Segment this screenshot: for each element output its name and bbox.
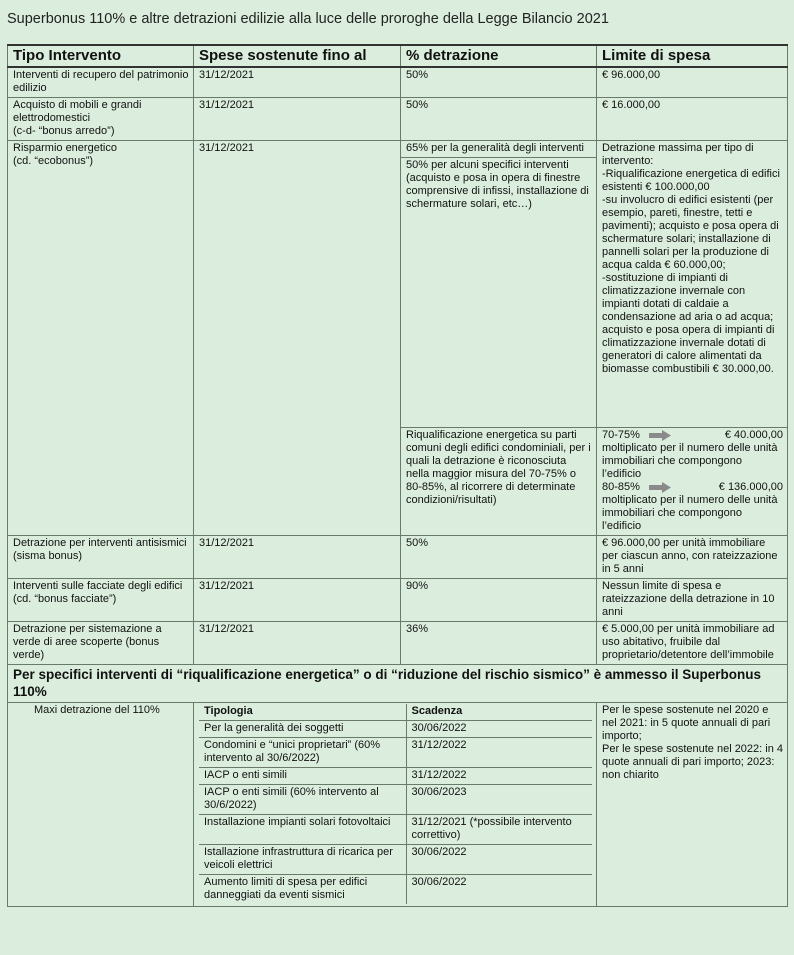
row-spese: 31/12/2021 [194,67,401,98]
row-limite: € 5.000,00 per unità immobiliare ad uso abitativo, fruibile dal proprietario/detentore dell’immobile [597,622,788,665]
subtable-row [199,875,592,905]
header-tipo: Tipo Intervento [8,45,194,67]
percentage-range: 80-85% [602,481,640,493]
subtable-row [199,768,592,785]
superbonus-note: Per le spese sostenute nel 2020 e nel 2021: in 5 quote annuali di pari importo; Per le spese sostenute nel 2022: in 4 quote annuali di pari importo; 2023: non chiarito [597,703,788,907]
scadenza: 30/06/2022 [406,845,592,875]
row-detrazione: 90% [401,579,597,622]
superbonus-row [8,703,788,907]
superbonus-heading-row [8,665,788,703]
table-row [8,579,788,622]
row-detrazione: 50% per alcuni specifici interventi (acquisto e posa in opera di finestre comprensive di infissi, installazione di schermature solari, etc…) [401,158,597,428]
row-limite: Nessun limite di spesa e rateizzazione della detrazione in 10 anni [597,579,788,622]
limite-text: moltiplicato per il numero delle unità immobiliari che compongono l’edificio [602,494,778,532]
scadenza: 31/12/2022 [406,768,592,785]
superbonus-subtable [199,704,592,904]
row-limite: € 96.000,00 [597,67,788,98]
table-row [8,67,788,98]
document-title: Superbonus 110% e altre detrazioni edilizie alla luce delle proroghe della Legge Bilancio 2021 [7,11,609,27]
limit-amount: € 40.000,00 [724,429,783,441]
limite-line-1 [602,429,783,442]
row-detrazione: 50% [401,536,597,579]
subtable-row [199,815,592,845]
row-spese: 31/12/2021 [194,579,401,622]
table-row [8,141,788,158]
subheader-scadenza: Scadenza [406,704,592,721]
tipologia: IACP o enti simili [199,768,406,785]
header-detrazione: % detrazione [401,45,597,67]
subtable-row [199,845,592,875]
row-spese: 31/12/2021 [194,536,401,579]
superbonus-heading: Per specifici interventi di “riqualificazione energetica” o di “riduzione del rischio sismico” è ammesso il Superbonus 110% [8,665,788,703]
subtable-header-row [199,704,592,721]
row-tipo: Detrazione per sistemazione a verde di aree scoperte (bonus verde) [8,622,194,665]
row-detrazione: 50% [401,98,597,141]
scadenza: 30/06/2022 [406,875,592,905]
row-tipo: Acquisto di mobili e grandi elettrodomestici (c-d- “bonus arredo”) [8,98,194,141]
tipologia: Condomini e “unici proprietari” (60% intervento al 30/6/2022) [199,738,406,768]
table-row [8,622,788,665]
scadenza: 31/12/2022 [406,738,592,768]
limite-text: moltiplicato per il numero delle unità immobiliari che compongono l’edificio [602,442,778,480]
tipologia: Per la generalità dei soggetti [199,721,406,738]
row-limite-condomini [597,428,788,536]
tipologia: Aumento limiti di spesa per edifici danneggiati da eventi sismici [199,875,406,905]
row-detrazione: 50% [401,67,597,98]
row-limite: € 16.000,00 [597,98,788,141]
scadenza: 31/12/2021 (*possibile intervento correttivo) [406,815,592,845]
header-spese: Spese sostenute fino al [194,45,401,67]
row-limite: Detrazione massima per tipo di intervento: -Riqualificazione energetica di edifici esistenti € 100.000,00 -su involucro di edifici esistenti (per esempio, pareti, finestre, tetti e pavimenti); acquisto e posa opera di schermature solari; installazione di pannelli solari per la produzione di acqua calda € 60.000,00; -sostituzione di impianti di climatizzazione invernale con impianti dotati di caldaie a condensazione ad aria o ad acqua; acquisto e posa opera di impianti di climatizzazione invernale dotati di generatori di calore alimentati da biomasse combustibili € 30.000,00. [597,141,788,428]
percentage-range: 70-75% [602,429,640,441]
scadenza: 30/06/2023 [406,785,592,815]
table-row [8,536,788,579]
row-detrazione: Riqualificazione energetica su parti comuni degli edifici condominiali, per i quali la detrazione è riconosciuta nella maggior misura del 70-75% o 80-85%, al ricorrere di determinate condizioni/risultati) [401,428,597,536]
header-row [8,45,788,67]
right-arrow-icon [649,482,671,493]
right-arrow-icon [649,430,671,441]
header-limite: Limite di spesa [597,45,788,67]
limite-line-2 [602,481,783,494]
row-spese: 31/12/2021 [194,141,401,536]
row-spese: 31/12/2021 [194,622,401,665]
detrazioni-table [7,44,788,907]
scadenza: 30/06/2022 [406,721,592,738]
row-detrazione: 36% [401,622,597,665]
row-tipo: Risparmio energetico (cd. “ecobonus”) [8,141,194,536]
table-row [8,98,788,141]
row-tipo: Detrazione per interventi antisismici (sisma bonus) [8,536,194,579]
row-tipo: Interventi di recupero del patrimonio edilizio [8,67,194,98]
subtable-row [199,721,592,738]
tipologia: Installazione impianti solari fotovoltaici [199,815,406,845]
row-limite: € 96.000,00 per unità immobiliare per ciascun anno, con rateizzazione in 5 anni [597,536,788,579]
subtable-row [199,738,592,768]
superbonus-label: Maxi detrazione del 110% [8,703,194,907]
row-tipo: Interventi sulle facciate degli edifici (cd. “bonus facciate”) [8,579,194,622]
tipologia: Istallazione infrastruttura di ricarica per veicoli elettrici [199,845,406,875]
row-spese: 31/12/2021 [194,98,401,141]
row-detrazione: 65% per la generalità degli interventi [401,141,597,158]
superbonus-subtable-cell [194,703,597,907]
limit-amount: € 136.000,00 [718,481,783,493]
subtable-row [199,785,592,815]
subheader-tipologia: Tipologia [199,704,406,721]
tipologia: IACP o enti simili (60% intervento al 30/6/2022) [199,785,406,815]
